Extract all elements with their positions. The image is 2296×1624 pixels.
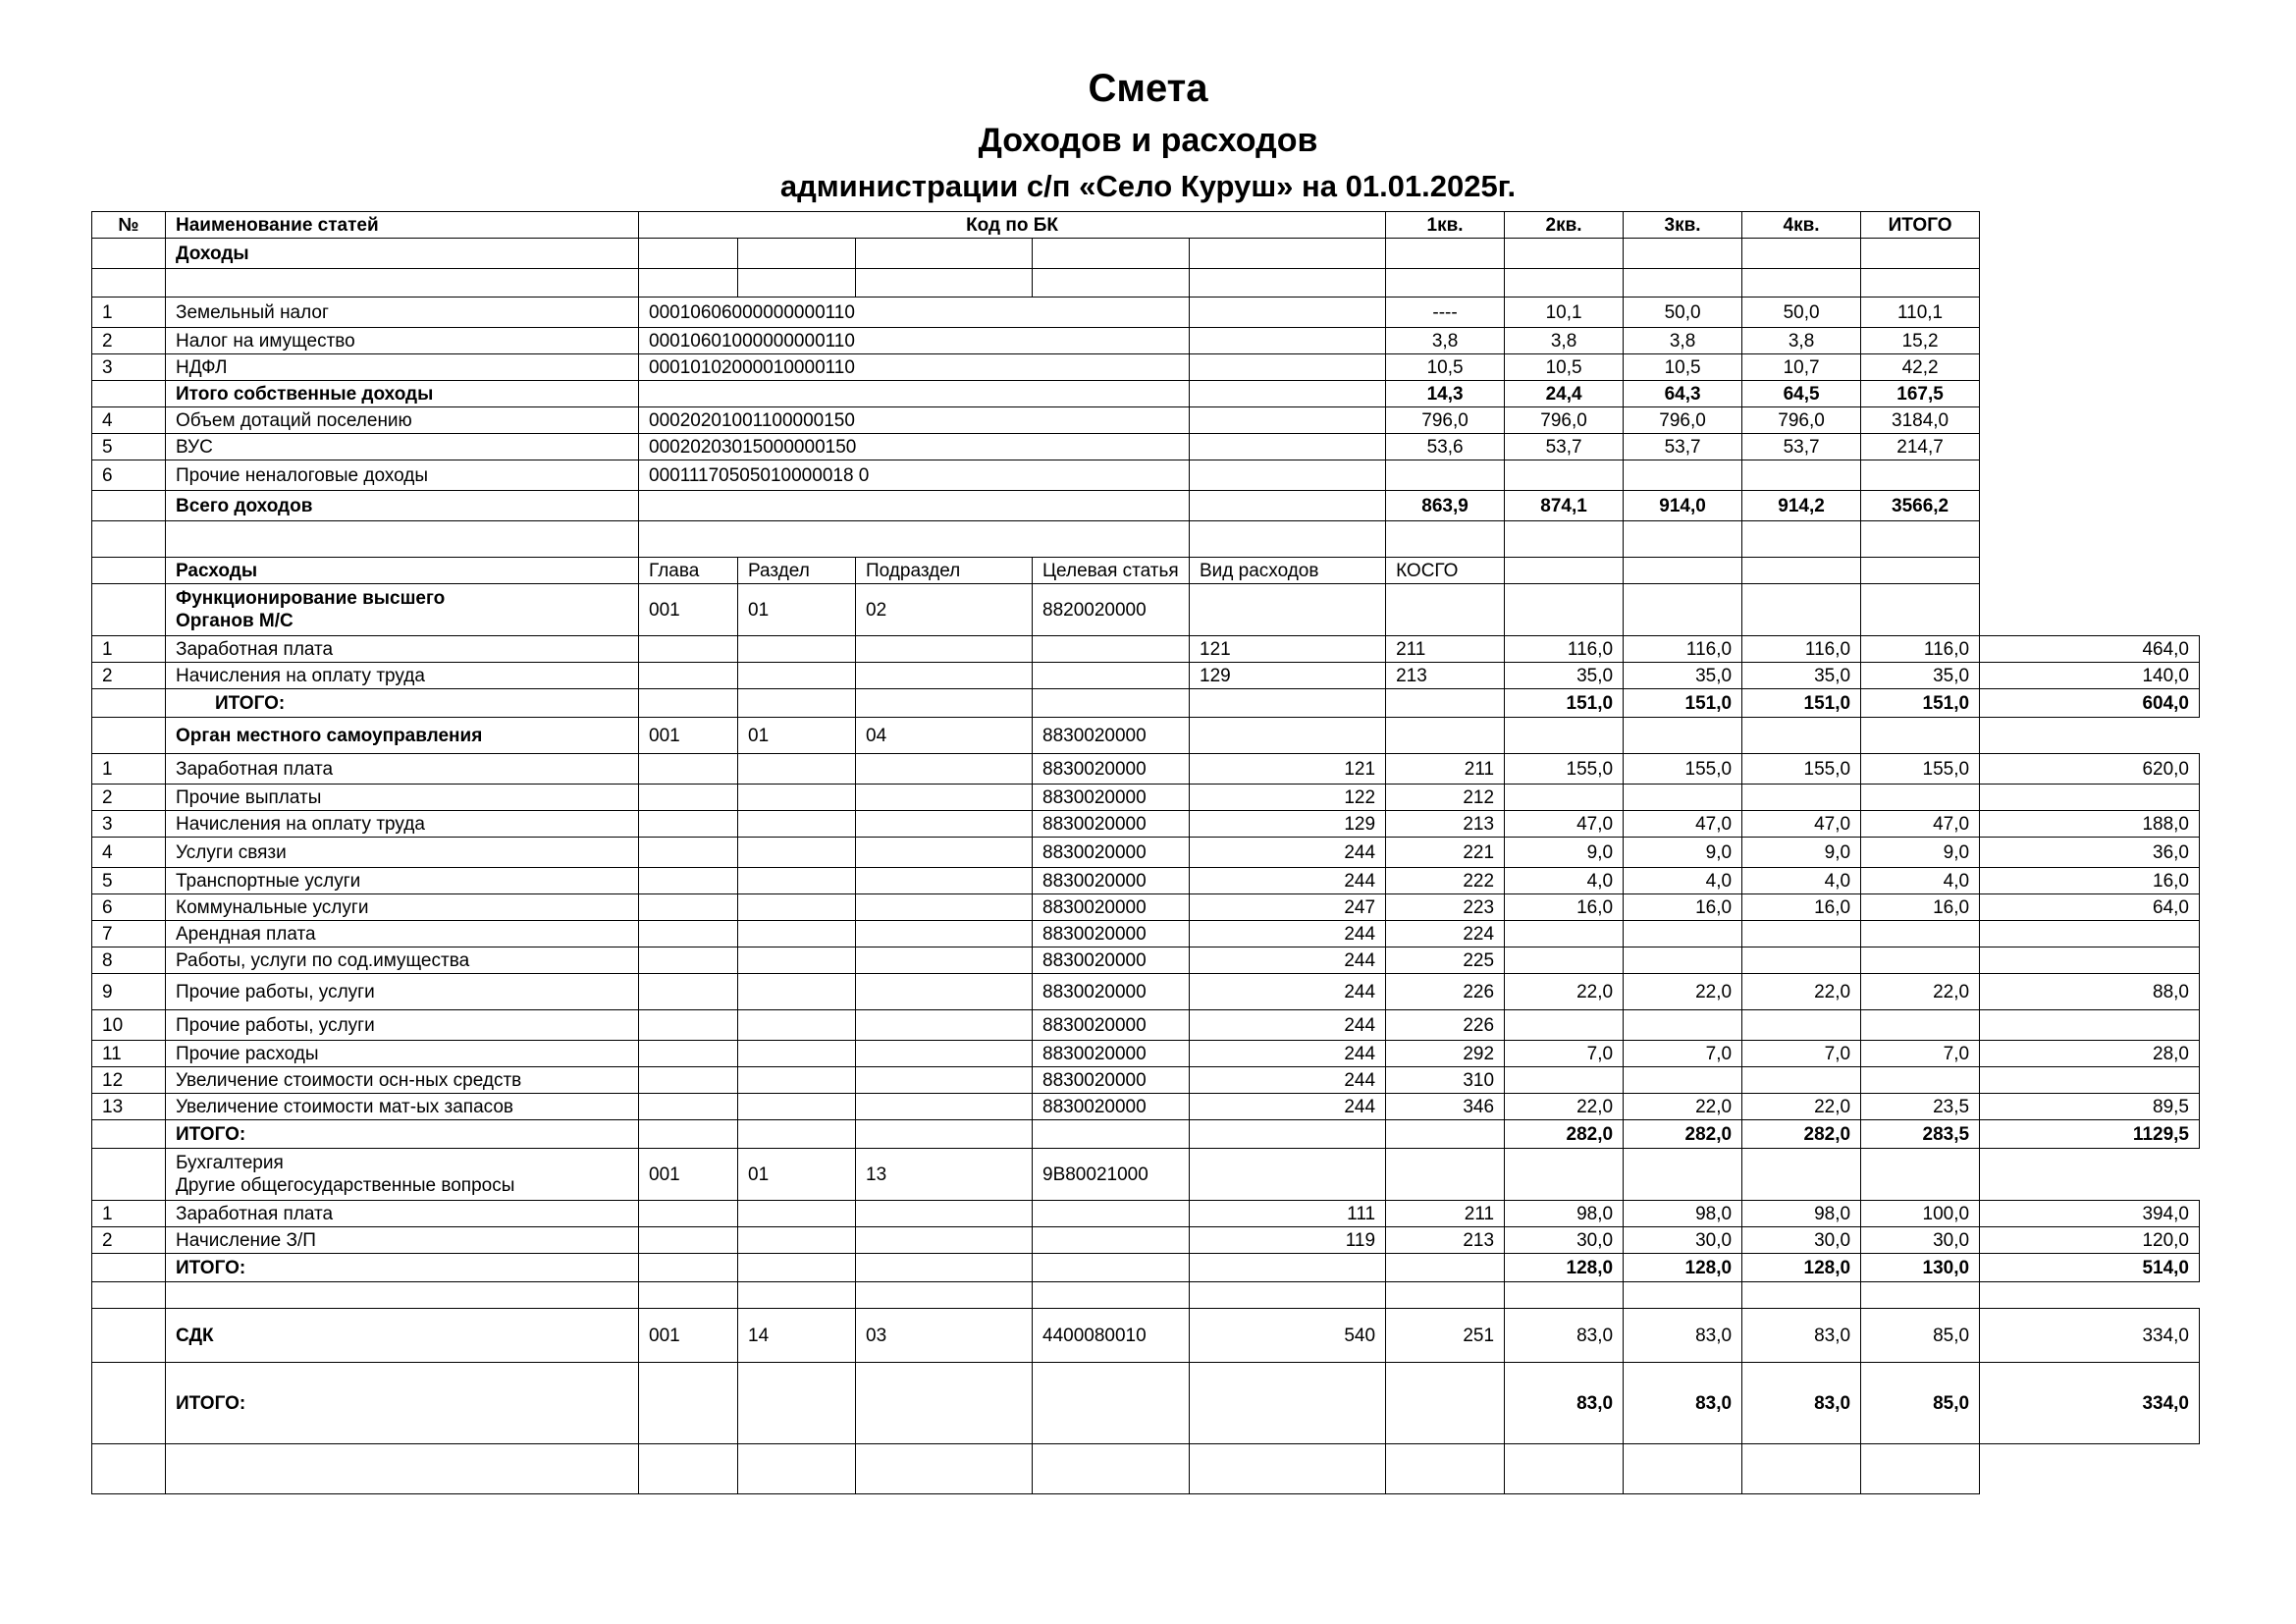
table-row: 8 Работы, услуги по сод.имущества 8830020000 244 225 [92, 947, 2200, 974]
header-num: № [92, 212, 166, 239]
empty-row [92, 521, 2200, 558]
empty-row [92, 269, 2200, 298]
document-subtitle: Доходов и расходов [978, 122, 1318, 159]
table-row: 1 Земельный налог 00010606000000000110 ---- 10,1 50,0 50,0 110,1 [92, 298, 2200, 328]
table-row: 1 Заработная плата 8830020000 121 211 155,0 155,0 155,0 155,0 620,0 [92, 754, 2200, 785]
table-row: 6 Коммунальные услуги 8830020000 247 223 16,0 16,0 16,0 16,0 64,0 [92, 894, 2200, 921]
itogo-row: ИТОГО: 282,0 282,0 282,0 283,5 1129,5 [92, 1120, 2200, 1149]
income-grand-total-row: Всего доходов 863,9 874,1 914,0 914,2 3566,2 [92, 491, 2200, 521]
table-row: 4 Объем дотаций поселению 00020201001100000150 796,0 796,0 796,0 796,0 3184,0 [92, 407, 2200, 434]
table-row: 5 ВУС 00020203015000000150 53,6 53,7 53,7 53,7 214,7 [92, 434, 2200, 460]
itogo-row: ИТОГО: 83,0 83,0 83,0 85,0 334,0 [92, 1363, 2200, 1444]
section-row: Функционирование высшего Органов М/С 001 01 02 8820020000 [92, 584, 2200, 636]
header-code: Код по БК [639, 212, 1386, 239]
expenses-label: Расходы [166, 558, 639, 584]
budget-estimate-table [91, 211, 2200, 1494]
document-subtitle-organization: администрации с/п «Село Куруш» на 01.01.2025г. [779, 169, 1517, 203]
table-row: 11 Прочие расходы 8830020000 244 292 7,0 7,0 7,0 7,0 28,0 [92, 1041, 2200, 1067]
table-row: 1 Заработная плата 121 211 116,0 116,0 116,0 116,0 464,0 [92, 636, 2200, 663]
section-row: СДК 001 14 03 4400080010 540 251 83,0 83,0 83,0 85,0 334,0 [92, 1309, 2200, 1363]
table-row: 4 Услуги связи 8830020000 244 221 9,0 9,0 9,0 9,0 36,0 [92, 838, 2200, 868]
section-row: Бухгалтерия Другие общегосударственные вопросы 001 01 13 9В80021000 [92, 1149, 2200, 1201]
table-row: 3 НДФЛ 00010102000010000110 10,5 10,5 10,5 10,7 42,2 [92, 354, 2200, 381]
empty-row [92, 1444, 2200, 1494]
table-row: 1 Заработная плата 111 211 98,0 98,0 98,0 100,0 394,0 [92, 1201, 2200, 1227]
table-row: 13 Увеличение стоимости мат-ых запасов 8830020000 244 346 22,0 22,0 22,0 23,5 89,5 [92, 1094, 2200, 1120]
header-q4: 4кв. [1742, 212, 1861, 239]
expenses-header-row: Расходы Глава Раздел Подраздел Целевая статья Вид расходов КОСГО [92, 558, 2200, 584]
table-row: 12 Увеличение стоимости осн-ных средств 8830020000 244 310 [92, 1067, 2200, 1094]
table-row: 6 Прочие неналоговые доходы 00011170505010000018 0 [92, 460, 2200, 491]
header-name: Наименование статей [166, 212, 639, 239]
empty-row [92, 1282, 2200, 1309]
table-header-row [92, 212, 2200, 239]
table-row: 5 Транспортные услуги 8830020000 244 222 4,0 4,0 4,0 4,0 16,0 [92, 868, 2200, 894]
itogo-row: ИТОГО: 128,0 128,0 128,0 130,0 514,0 [92, 1254, 2200, 1282]
table-row: 9 Прочие работы, услуги 8830020000 244 226 22,0 22,0 22,0 22,0 88,0 [92, 974, 2200, 1010]
income-label: Доходы [166, 239, 639, 269]
header-q2: 2кв. [1505, 212, 1624, 239]
table-row: 10 Прочие работы, услуги 8830020000 244 226 [92, 1010, 2200, 1041]
table-row: 2 Налог на имущество 00010601000000000110 3,8 3,8 3,8 3,8 15,2 [92, 328, 2200, 354]
own-income-total-row: Итого собственные доходы 14,3 24,4 64,3 64,5 167,5 [92, 381, 2200, 407]
table-row: 2 Начисление З/П 119 213 30,0 30,0 30,0 30,0 120,0 [92, 1227, 2200, 1254]
document-title: Смета [1088, 67, 1208, 110]
table-row: 3 Начисления на оплату труда 8830020000 129 213 47,0 47,0 47,0 47,0 188,0 [92, 811, 2200, 838]
section-row: Орган местного самоуправления 001 01 04 8830020000 [92, 718, 2200, 754]
table-row: 2 Прочие выплаты 8830020000 122 212 [92, 785, 2200, 811]
table-row: 7 Арендная плата 8830020000 244 224 [92, 921, 2200, 947]
header-q3: 3кв. [1624, 212, 1742, 239]
income-section-row [92, 239, 2200, 269]
table-row: 2 Начисления на оплату труда 129 213 35,0 35,0 35,0 35,0 140,0 [92, 663, 2200, 689]
itogo-row: ИТОГО: 151,0 151,0 151,0 151,0 604,0 [92, 689, 2200, 718]
header-total: ИТОГО [1861, 212, 1980, 239]
header-q1: 1кв. [1386, 212, 1505, 239]
